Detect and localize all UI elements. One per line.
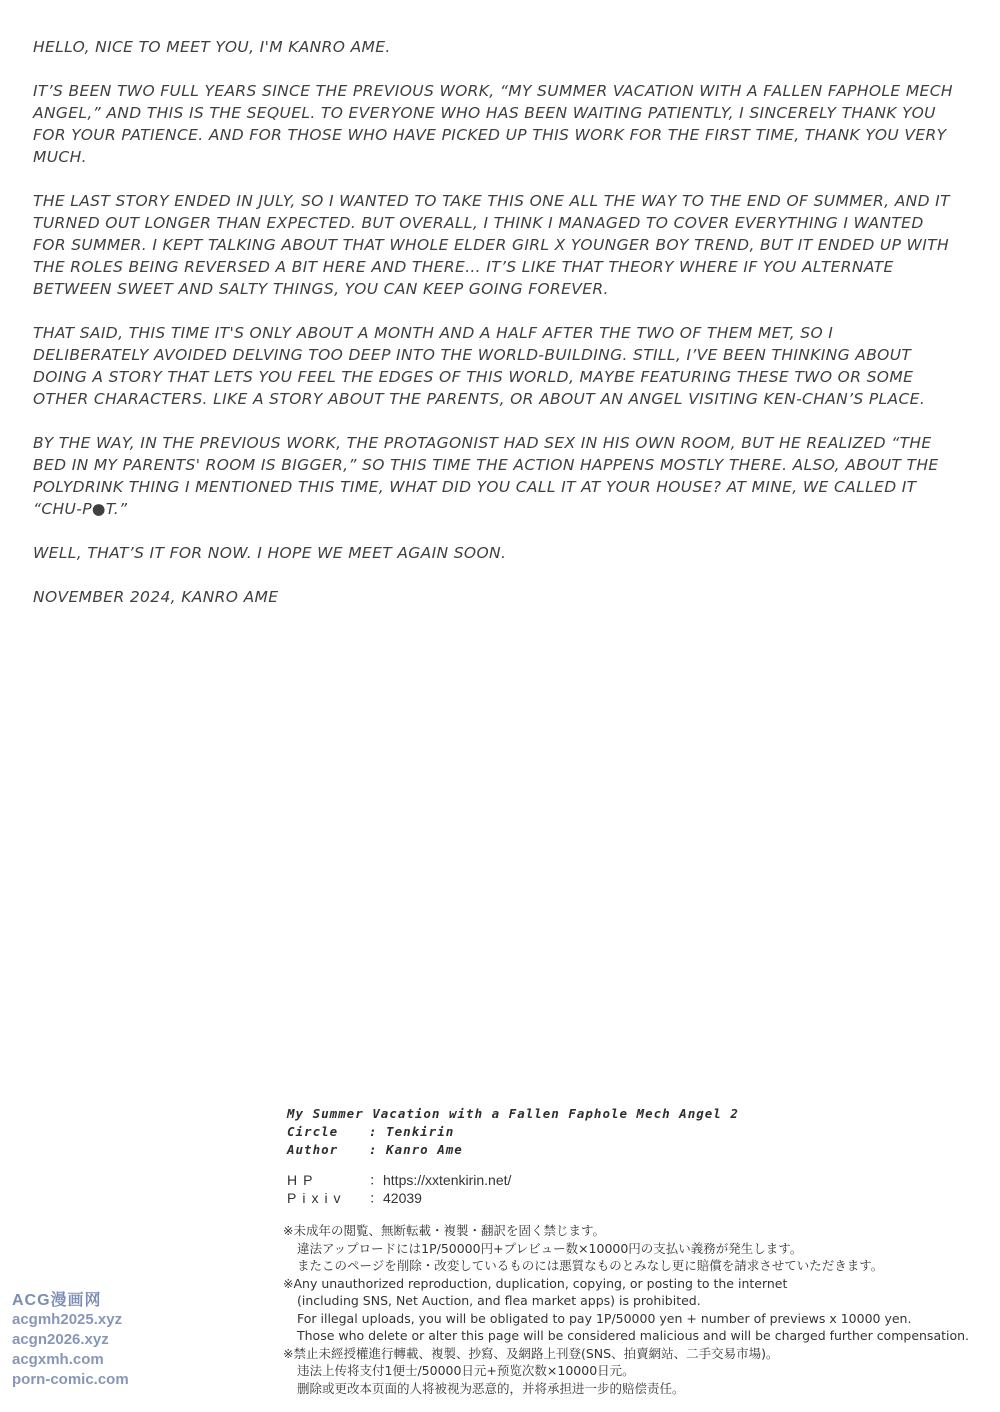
watermark-url-4: porn-comic.com bbox=[12, 1371, 129, 1388]
notice-en-4: Those who delete or alter this page will be considered malicious and will be charged further compensation. bbox=[297, 1328, 970, 1343]
circle-label: Circle bbox=[287, 1124, 339, 1139]
hp-label: HP bbox=[287, 1172, 319, 1188]
circle-value: : Tenkirin bbox=[369, 1124, 455, 1139]
hp-row bbox=[287, 1171, 987, 1189]
notice-zh-1: ※禁止未經授權進行轉載、複製、抄寫、及網路上刊登(SNS、拍賣網站、二手交易市場)。 bbox=[283, 1345, 779, 1361]
colophon-title: My Summer Vacation with a Fallen Faphole Mech Angel 2 bbox=[287, 1106, 739, 1121]
notice-zh-3: 删除或更改本页面的人将被视为恶意的，并将承担进一步的赔偿责任。 bbox=[297, 1380, 685, 1396]
notice-en-1: ※Any unauthorized reproduction, duplication, copying, or posting to the internet bbox=[283, 1275, 788, 1291]
afterword-paragraph-4: THAT SAID, THIS TIME IT'S ONLY ABOUT A MONTH AND A HALF AFTER THE TWO OF THEM MET, SO I DELIBERATELY AVOIDED DELVING TOO DEEP INTO THE WORLD-BUILDING. STILL, I’VE BEEN THINKING ABOUT DOING A STORY THAT LETS YOU FEEL THE EDGES OF THIS WORLD, MAYBE FEATURING THESE TWO OR SOME OTHER CHARACTERS. LIKE A STORY ABOUT THE PARENTS, OR ABOUT AN ANGEL VISITING KEN-CHAN’S PLACE. bbox=[33, 324, 926, 408]
pixiv-row bbox=[287, 1189, 987, 1207]
colophon-circle-row bbox=[287, 1123, 987, 1141]
copyright-notices bbox=[283, 1222, 993, 1397]
watermark-url-2: acgn2026.xyz bbox=[12, 1331, 109, 1348]
afterword-signature: NOVEMBER 2024, KANRO AME bbox=[33, 588, 279, 606]
afterword-paragraph-6: WELL, THAT’S IT FOR NOW. I HOPE WE MEET AGAIN SOON. bbox=[33, 544, 507, 562]
site-watermark bbox=[12, 1287, 182, 1390]
afterword-paragraph-1: HELLO, NICE TO MEET YOU, I'M KANRO AME. bbox=[33, 38, 391, 56]
notice-jp-3: またこのページを削除・改変しているものには悪質なものとみなし更に賠償を請求させていただきます。 bbox=[297, 1258, 884, 1273]
notice-zh-2: 违法上传将支付1便士/50000日元+预览次数×10000日元。 bbox=[297, 1363, 635, 1378]
notice-en-3: For illegal uploads, you will be obligated to pay 1P/50000 yen + number of previews x 10000 yen. bbox=[297, 1310, 912, 1326]
notice-jp-2: 違法アップロードには1P/50000円+プレビュー数×10000円の支払い義務が発生します。 bbox=[297, 1240, 803, 1256]
pixiv-label: Pixiv bbox=[287, 1190, 347, 1206]
colophon-author-row bbox=[287, 1141, 987, 1159]
colophon bbox=[287, 1105, 987, 1207]
watermark-url-1: acgmh2025.xyz bbox=[12, 1311, 123, 1328]
author-value: : Kanro Ame bbox=[369, 1142, 463, 1157]
afterword-paragraph-3: THE LAST STORY ENDED IN JULY, SO I WANTED TO TAKE THIS ONE ALL THE WAY TO THE END OF SUMMER, AND IT TURNED OUT LONGER THAN EXPECTED. BUT OVERALL, I THINK I MANAGED TO COVER EVERYTHING I WANTED FOR SUMMER. I KEPT TALKING ABOUT THAT WHOLE ELDER GIRL X YOUNGER BOY TREND, BUT IT ENDED UP WITH THE ROLES BEING REVERSED A BIT HERE AND THERE… IT’S LIKE THAT THEORY WHERE IF YOU ALTERNATE BETWEEN SWEET AND SALTY THINGS, YOU CAN KEEP GOING FOREVER. bbox=[33, 192, 950, 298]
watermark-logo: ACG漫画网 bbox=[12, 1292, 102, 1309]
afterword-paragraph-5: BY THE WAY, IN THE PREVIOUS WORK, THE PROTAGONIST HAD SEX IN HIS OWN ROOM, BUT HE REALIZED “THE BED IN MY PARENTS' ROOM IS BIGGER,” SO THIS TIME THE ACTION HAPPENS MOSTLY THERE. ALSO, ABOUT THE POLYDRINK THING I MENTIONED THIS TIME, WHAT DID YOU CALL IT AT YOUR HOUSE? AT MINE, WE CALLED IT “CHU-P●T.” bbox=[33, 434, 939, 518]
afterword-paragraph-2: IT’S BEEN TWO FULL YEARS SINCE THE PREVIOUS WORK, “MY SUMMER VACATION WITH A FALLEN FAPHOLE MECH ANGEL,” AND THIS IS THE SEQUEL. TO EVERYONE WHO HAS BEEN WAITING PATIENTLY, I SINCERELY THANK YOU FOR YOUR PATIENCE. AND FOR THOSE WHO HAVE PICKED UP THIS WORK FOR THE FIRST TIME, THANK YOU VERY MUCH. bbox=[33, 82, 953, 166]
notice-jp-1: ※未成年の閲覧、無断転載・複製・翻訳を固く禁じます。 bbox=[283, 1223, 605, 1238]
colophon-links bbox=[287, 1171, 987, 1207]
pixiv-id: ：42039 bbox=[369, 1190, 422, 1206]
hp-url[interactable]: ：https://xxtenkirin.net/ bbox=[369, 1172, 512, 1188]
afterword-text bbox=[33, 36, 953, 630]
watermark-url-3: acgxmh.com bbox=[12, 1351, 104, 1368]
notice-en-2: (including SNS, Net Auction, and flea market apps) is prohibited. bbox=[297, 1293, 701, 1308]
author-label: Author bbox=[287, 1142, 339, 1157]
